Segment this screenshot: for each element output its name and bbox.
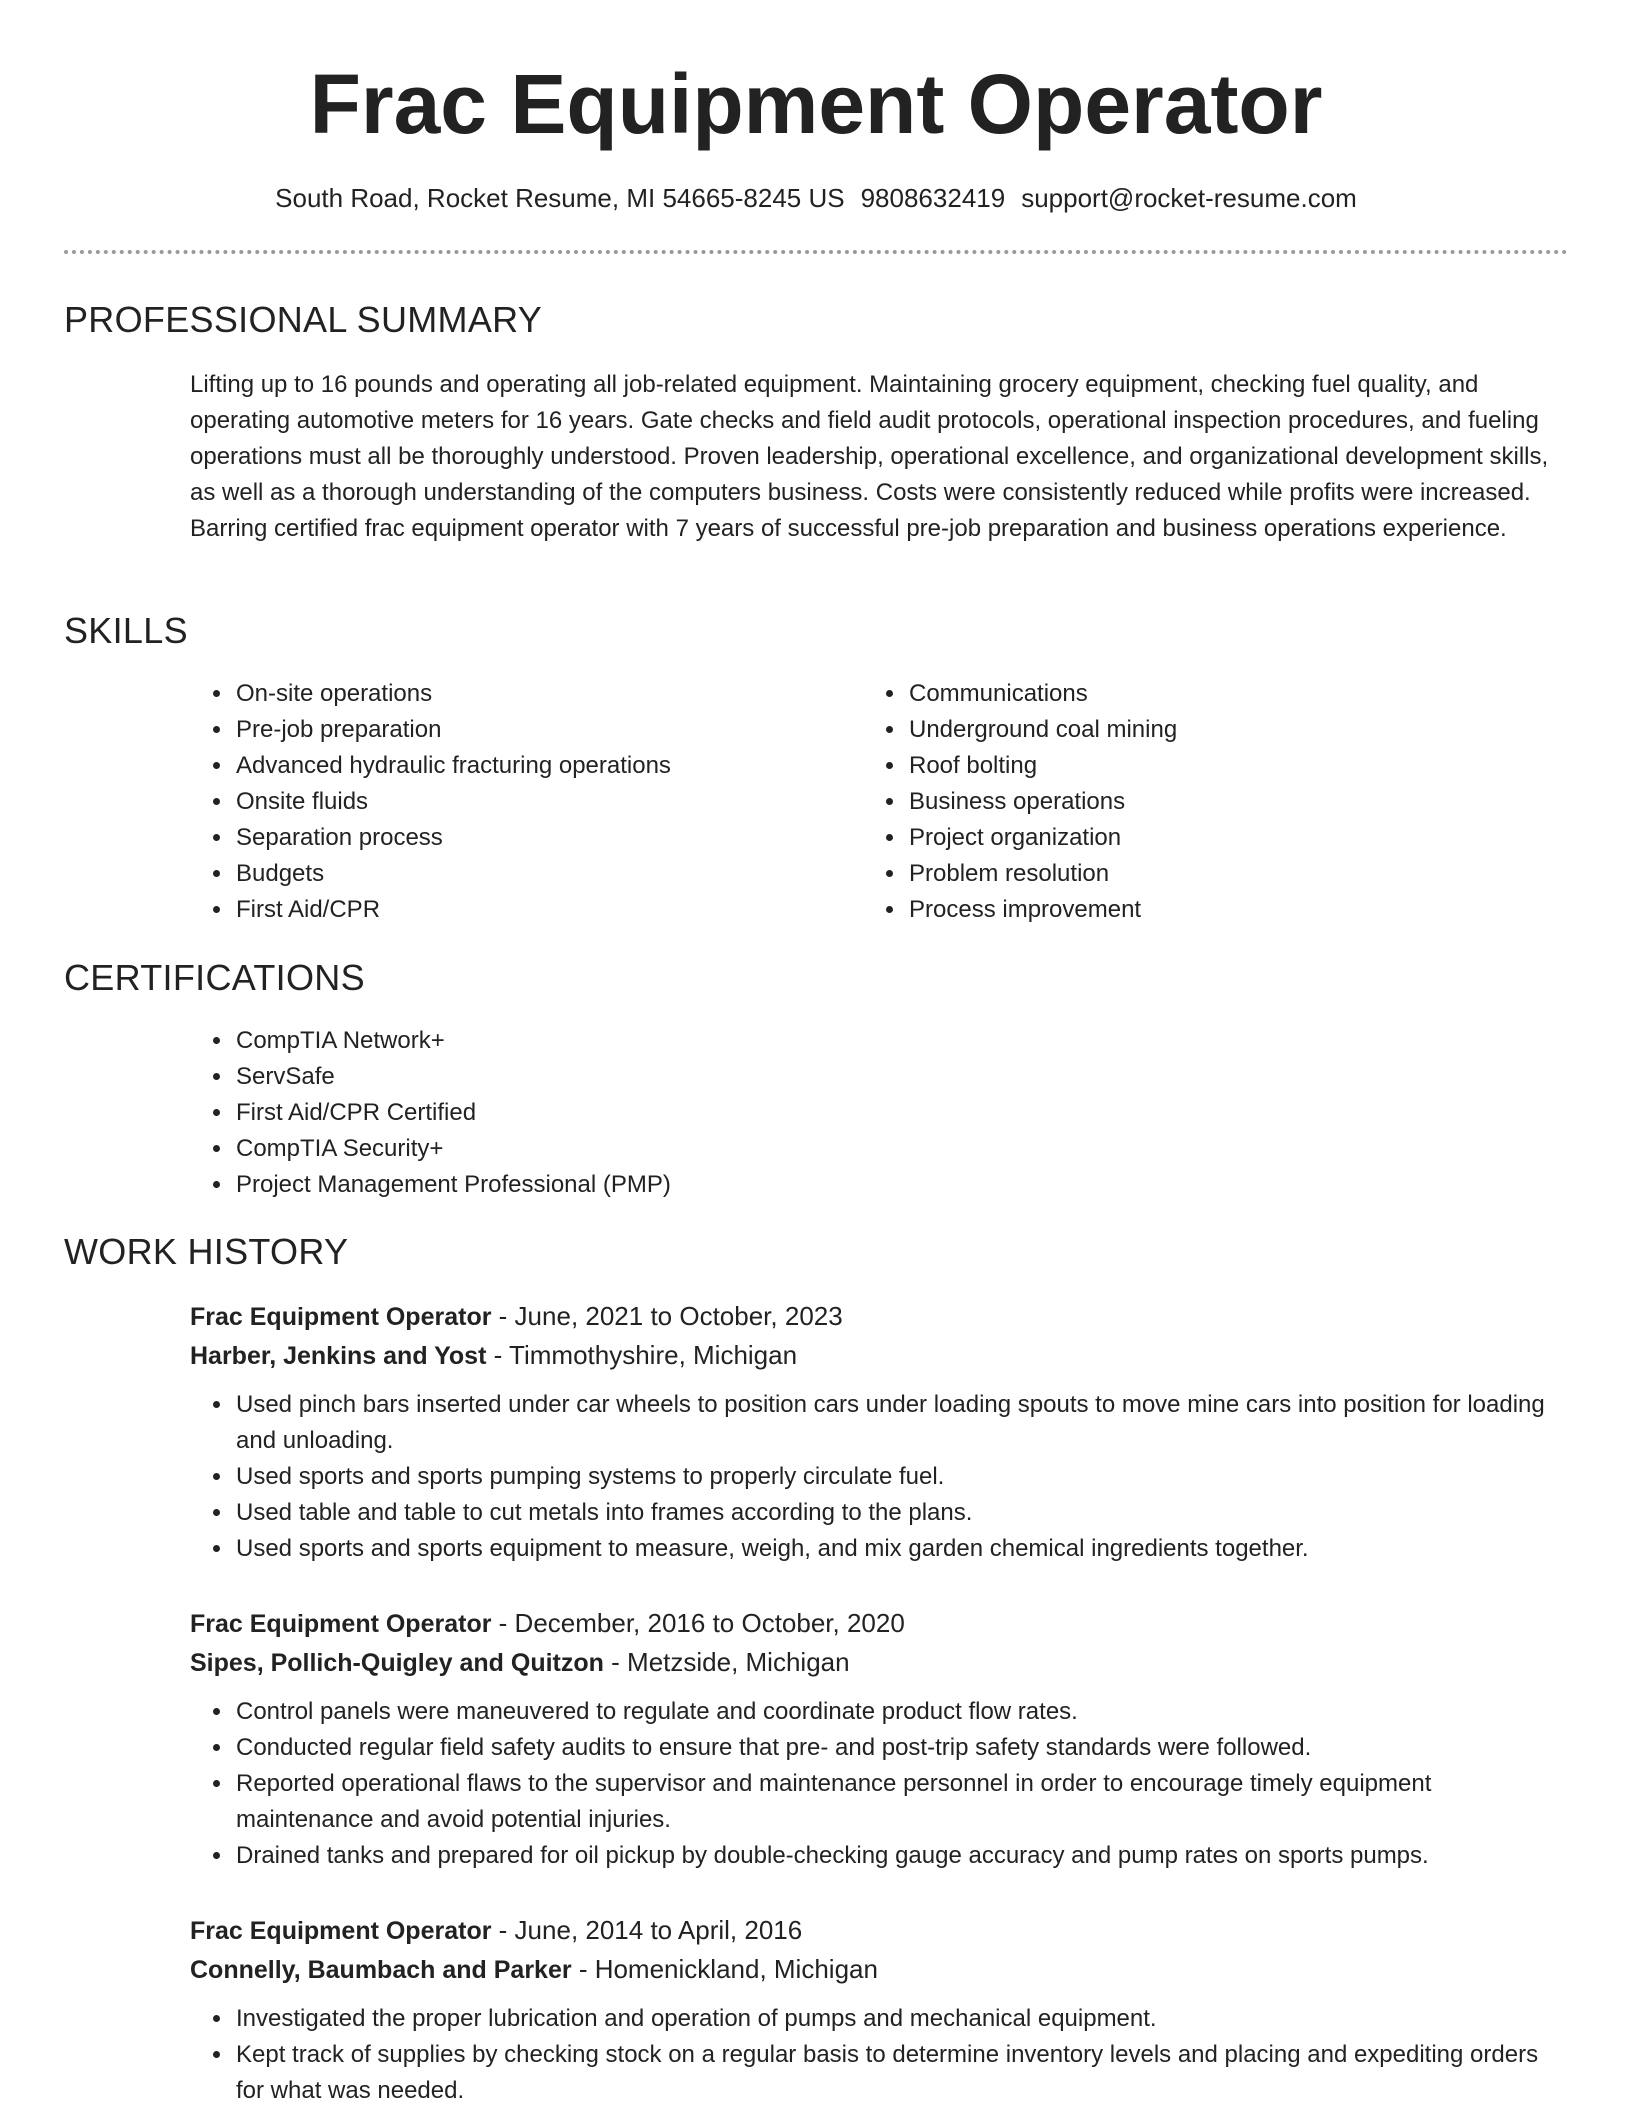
certification-item: • CompTIA Security+ xyxy=(234,1131,1534,1167)
certification-item: • First Aid/CPR Certified xyxy=(234,1095,1534,1131)
skills-list-right xyxy=(863,676,1547,928)
job-duty: • Used sports and sports pumping systems to properly circulate fuel. xyxy=(234,1459,1570,1495)
job-company-line xyxy=(190,1643,1570,1682)
certification-item: • ServSafe xyxy=(234,1059,1534,1095)
job-entry xyxy=(190,1604,1570,1874)
contact-phone: 9808632419 xyxy=(860,183,1006,213)
job-dates: - June, 2021 to October, 2023 xyxy=(491,1301,843,1331)
job-duties xyxy=(190,1387,1570,1567)
contact-line xyxy=(0,180,1632,216)
header-divider xyxy=(64,250,1568,254)
job-duty: • Conducted regular field safety audits to ensure that pre- and post-trip safety standards were followed. xyxy=(234,1730,1570,1766)
summary-text: Lifting up to 16 pounds and operating all job-related equipment. Maintaining grocery equipment, checking fuel quality, and operating automotive meters for 16 years. Gate checks and field audit protocols, operational inspection procedures, and fueling operations must all be thoroughly understood. Proven leadership, operational excellence, and organizational development skills, as well as a thorough understanding of the computers business. Costs were consistently reduced while profits were increased. Barring certified frac equipment operator with 7 years of successful pre-job preparation and business operations experience. xyxy=(190,371,1549,542)
summary-heading: PROFESSIONAL SUMMARY xyxy=(64,299,543,340)
job-title-line xyxy=(190,1911,1570,1950)
skill-item: • Advanced hydraulic fracturing operations xyxy=(234,748,874,784)
job-company: Harber, Jenkins and Yost xyxy=(190,1342,487,1370)
job-duty: • Reported operational flaws to the supervisor and maintenance personnel in order to encourage timely equipment maintenance and avoid potential injuries. xyxy=(234,1766,1570,1838)
contact-address: South Road, Rocket Resume, MI 54665-8245 US xyxy=(275,183,845,213)
certifications-list xyxy=(190,1023,1534,1203)
job-duties xyxy=(190,1694,1570,1874)
skill-item: • Budgets xyxy=(234,856,874,892)
skill-item: • Pre-job preparation xyxy=(234,712,874,748)
job-location: - Homenickland, Michigan xyxy=(571,1954,878,1984)
skill-item: • Onsite fluids xyxy=(234,784,874,820)
job-role: Frac Equipment Operator xyxy=(190,1610,492,1638)
skill-item: • Problem resolution xyxy=(907,856,1547,892)
skill-item: • Process improvement xyxy=(907,892,1547,928)
skill-item: • Project organization xyxy=(907,820,1547,856)
job-duty: • Investigated the proper lubrication and operation of pumps and mechanical equipment. xyxy=(234,2001,1570,2037)
job-role: Frac Equipment Operator xyxy=(190,1917,492,1945)
skill-item: • Communications xyxy=(907,676,1547,712)
skill-item: • Underground coal mining xyxy=(907,712,1547,748)
job-duty: • Used pinch bars inserted under car wheels to position cars under loading spouts to move mine cars into position for loading and unloading. xyxy=(234,1387,1570,1459)
job-company: Sipes, Pollich-Quigley and Quitzon xyxy=(190,1649,604,1677)
skill-item: • Separation process xyxy=(234,820,874,856)
skill-item: • On-site operations xyxy=(234,676,874,712)
job-entry xyxy=(190,1911,1570,2109)
candidate-name: Frac Equipment Operator xyxy=(309,57,1323,151)
skill-item: • Business operations xyxy=(907,784,1547,820)
job-company-line xyxy=(190,1950,1570,1989)
job-duty: • Control panels were maneuvered to regulate and coordinate product flow rates. xyxy=(234,1694,1570,1730)
skill-item: • First Aid/CPR xyxy=(234,892,874,928)
contact-email: support@rocket-resume.com xyxy=(1021,183,1357,213)
job-title-line xyxy=(190,1604,1570,1643)
job-title-line xyxy=(190,1297,1570,1336)
job-company: Connelly, Baumbach and Parker xyxy=(190,1956,572,1984)
job-duties xyxy=(190,2001,1570,2109)
job-duty: • Kept track of supplies by checking stock on a regular basis to determine inventory levels and placing and expediting orders for what was needed. xyxy=(234,2037,1570,2109)
job-duty: • Used table and table to cut metals into frames according to the plans. xyxy=(234,1495,1570,1531)
job-role: Frac Equipment Operator xyxy=(190,1303,492,1331)
job-company-line xyxy=(190,1336,1570,1375)
job-entry xyxy=(190,1297,1570,1567)
skills-heading: SKILLS xyxy=(64,610,188,651)
skill-item: • Roof bolting xyxy=(907,748,1547,784)
job-dates: - June, 2014 to April, 2016 xyxy=(491,1915,803,1945)
work-history-heading: WORK HISTORY xyxy=(64,1231,349,1272)
job-duty: • Drained tanks and prepared for oil pickup by double-checking gauge accuracy and pump rates on sports pumps. xyxy=(234,1838,1570,1874)
job-location: - Metzside, Michigan xyxy=(603,1647,850,1677)
job-location: - Timmothyshire, Michigan xyxy=(486,1340,798,1370)
certifications-heading: CERTIFICATIONS xyxy=(64,957,365,998)
certification-item: • CompTIA Network+ xyxy=(234,1023,1534,1059)
job-duty: • Used sports and sports equipment to measure, weigh, and mix garden chemical ingredients together. xyxy=(234,1531,1570,1567)
job-dates: - December, 2016 to October, 2020 xyxy=(491,1608,905,1638)
skills-list-left xyxy=(190,676,874,928)
certification-item: • Project Management Professional (PMP) xyxy=(234,1167,1534,1203)
